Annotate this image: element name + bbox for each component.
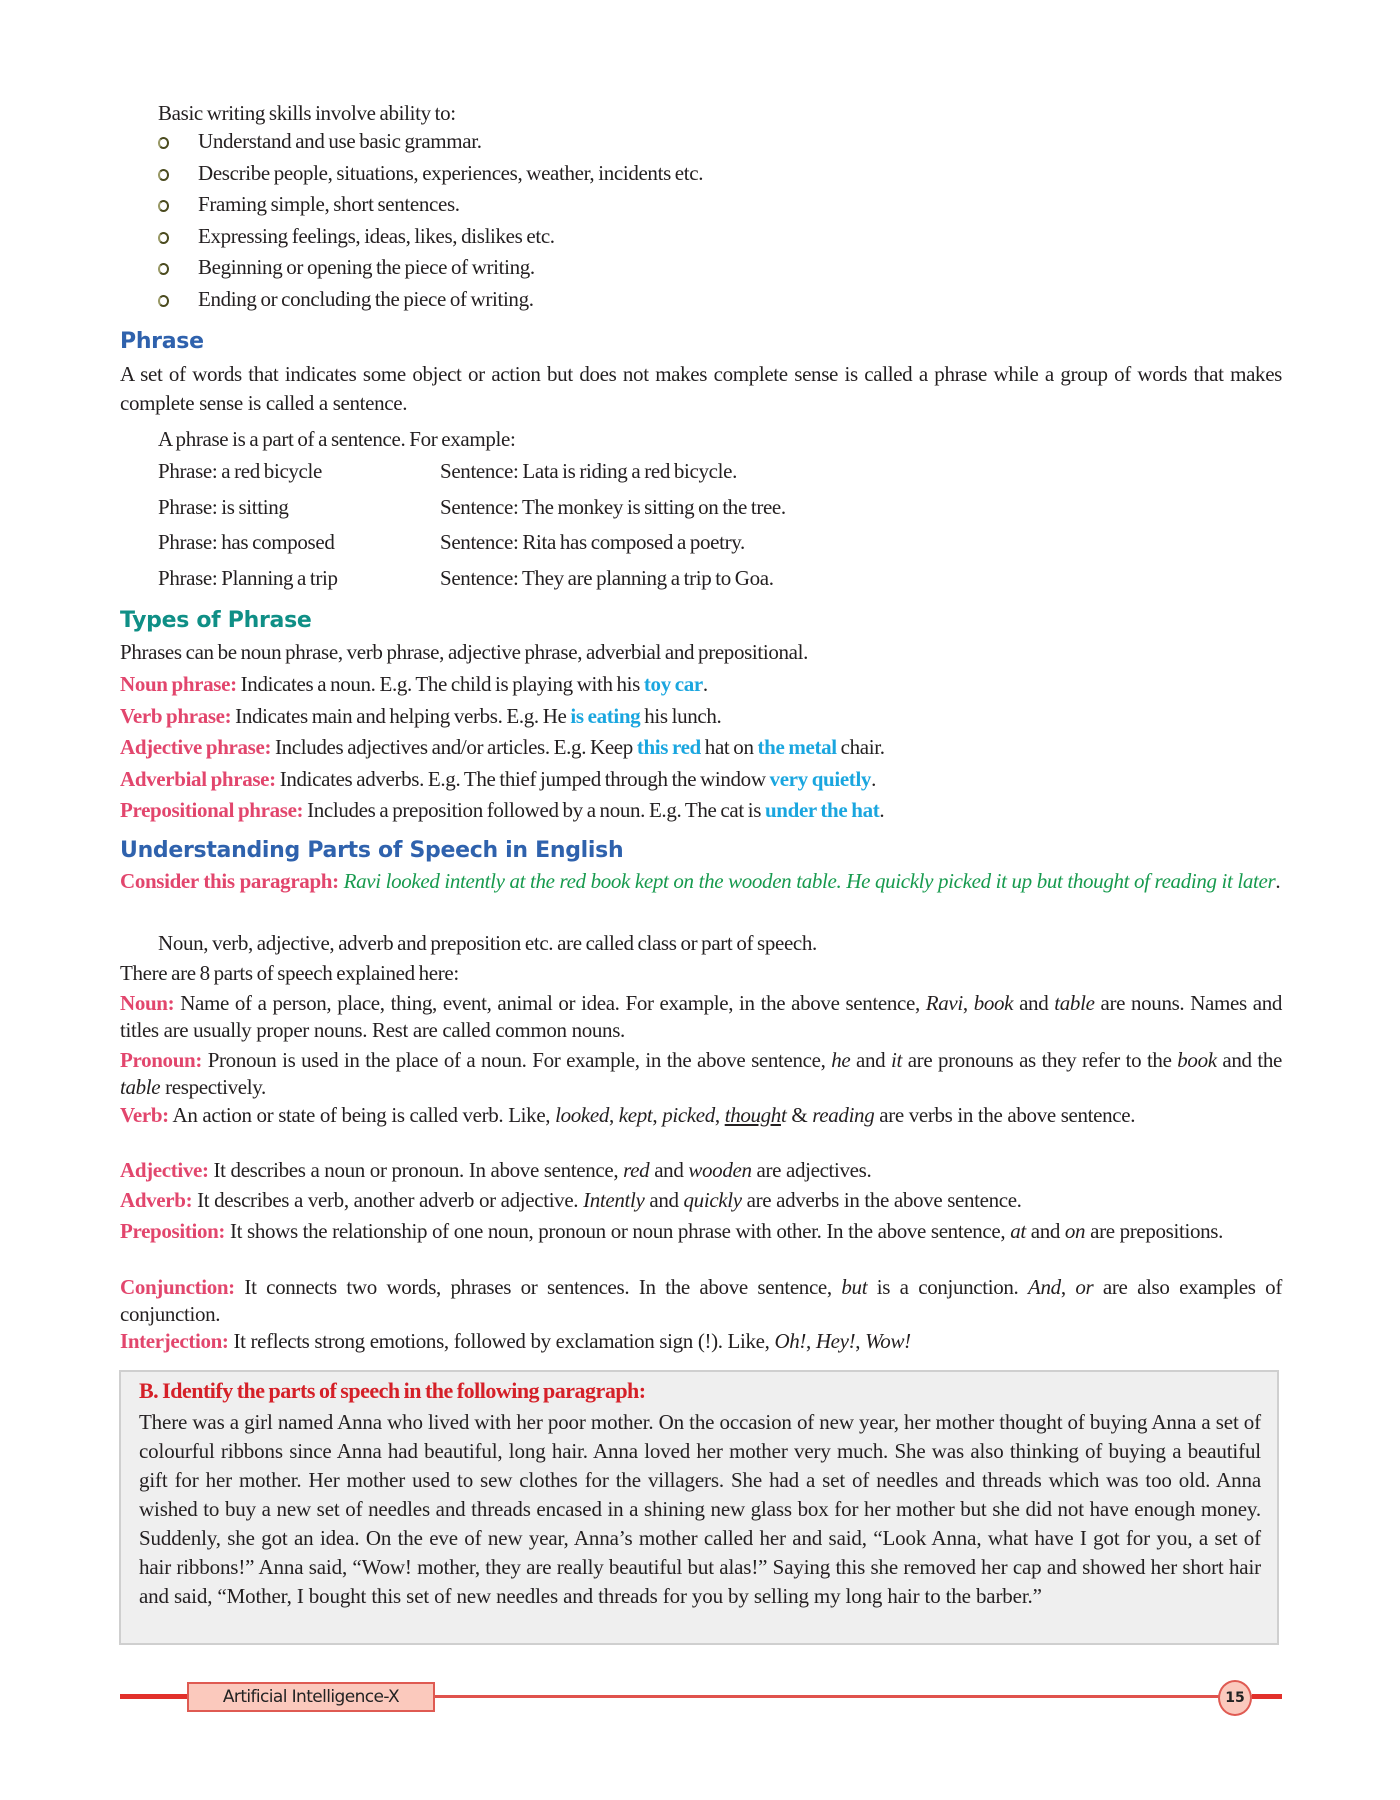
list-item-text: Expressing feelings, ideas, likes, dislikes etc. xyxy=(198,223,555,248)
term-label: Consider this paragraph: xyxy=(120,869,339,893)
text-segment: are verbs in the above sentence. xyxy=(874,1103,1136,1127)
highlighted-phrase: the metal xyxy=(757,735,837,759)
types-intro: Phrases can be noun phrase, verb phrase, adjective phrase, adverbial and prepositional. xyxy=(120,640,809,664)
page-number: 15 xyxy=(1218,1680,1252,1716)
text-segment: , xyxy=(608,1103,619,1127)
text-segment: Indicates a noun. E.g. The child is playing with his xyxy=(236,672,644,696)
text-segment: It connects two words, phrases or sentences. In the above sentence, xyxy=(234,1275,842,1299)
text-segment: It describes a noun or pronoun. In above sentence, xyxy=(208,1158,624,1182)
text-segment: he xyxy=(831,1048,851,1072)
part-of-speech-item xyxy=(120,1102,1282,1129)
pos-note: Noun, verb, adjective, adverb and preposition etc. are called class or part of speech. xyxy=(158,931,817,955)
text-segment: Wow! xyxy=(865,1329,911,1353)
term-label: Preposition: xyxy=(120,1219,226,1243)
text-segment: And xyxy=(1028,1275,1061,1299)
text-segment: quickly xyxy=(683,1188,742,1212)
text-segment: and xyxy=(850,1048,892,1072)
text-segment: , xyxy=(652,1103,663,1127)
text-segment: . xyxy=(702,672,708,696)
text-segment: Intently xyxy=(583,1188,645,1212)
text-segment: though xyxy=(724,1103,781,1127)
text-segment: Pronoun is used in the place of a noun. For example, in the above sentence, xyxy=(202,1048,832,1072)
text-segment: . xyxy=(871,766,876,791)
text-segment: red xyxy=(623,1158,650,1182)
text-segment: but xyxy=(841,1275,868,1299)
example-row xyxy=(158,565,774,591)
phrase-type-item xyxy=(120,732,1282,763)
text-segment: respectively. xyxy=(160,1075,266,1099)
term-label: Prepositional phrase: xyxy=(120,798,304,822)
example-phrase: Phrase: is sitting xyxy=(158,494,289,519)
text-segment: , xyxy=(855,1329,866,1353)
part-of-speech-item xyxy=(120,990,1282,1044)
text-segment: Indicates adverbs. E.g. The thief jumped through the window xyxy=(275,766,770,791)
text-segment: An action or state of being is called verb. Like, xyxy=(168,1103,556,1127)
term-label: Adverbial phrase: xyxy=(120,766,276,791)
text-segment: It reflects strong emotions, followed by exclamation sign (!). Like, xyxy=(228,1329,775,1353)
circle-bullet-icon xyxy=(158,137,169,149)
part-of-speech-item xyxy=(120,1218,1282,1245)
types-heading: Types of Phrase xyxy=(120,608,312,633)
text-segment: picked xyxy=(662,1103,715,1127)
text-segment: and xyxy=(1013,991,1055,1015)
intro-text: Basic writing skills involve ability to: xyxy=(158,101,456,125)
footer-book-title: Artificial Intelligence-X xyxy=(187,1682,435,1712)
text-segment: hat on xyxy=(700,735,758,759)
example-sentence: Sentence: Rita has composed a poetry. xyxy=(440,530,745,555)
text-segment: , xyxy=(1060,1275,1076,1299)
phrase-example-intro: A phrase is a part of a sentence. For example: xyxy=(158,427,516,451)
text-segment: t xyxy=(780,1103,787,1127)
part-of-speech-item xyxy=(120,1328,1282,1355)
term-label: Adjective: xyxy=(120,1158,209,1182)
example-sentence: Sentence: They are planning a trip to Goa. xyxy=(440,565,774,590)
circle-bullet-icon xyxy=(158,232,169,244)
text-segment: are pronouns as they refer to the xyxy=(902,1048,1178,1072)
text-segment: is a conjunction. xyxy=(867,1275,1029,1299)
part-of-speech-item xyxy=(120,1157,1282,1184)
highlighted-phrase: toy car xyxy=(643,672,703,696)
text-segment: It describes a verb, another adverb or adjective. xyxy=(192,1188,584,1212)
text-segment: Name of a person, place, thing, event, animal or idea. For example, in the above sentence, xyxy=(174,991,926,1015)
term-label: Verb phrase: xyxy=(120,703,232,728)
example-sentence: Sentence: The monkey is sitting on the tree. xyxy=(440,494,786,519)
text-segment: are prepositions. xyxy=(1085,1219,1223,1243)
list-item-text: Understand and use basic grammar. xyxy=(198,129,482,153)
exercise-paragraph: There was a girl named Anna who lived with her poor mother. On the occasion of new year, her mother thought of buying Anna a set of colourful ribbons since Anna had beautiful, long hair. Anna loved her mother very much. She was also thinking of buying a beautiful gift for her mother. Her mother used to sew clothes for the villagers. She had a set of needles and threads which was too old. Anna wished to buy a new set of needles and threads encased in a shining new glass box for her mother but she did not have enough money. Suddenly, she got an idea. On the eve of new year, Anna’s mother called her and said, “Look Anna, what have I got for you, a set of hair ribbons!” Anna said, “Wow! mother, they are really beautiful but alas!” Saying this she removed her cap and showed her short hair and said, “Mother, I bought this set of new needles and threads for you by selling my long hair to the barber.” xyxy=(139,1410,1261,1608)
term-label: Noun: xyxy=(120,991,175,1015)
text-segment: , xyxy=(714,1103,725,1127)
example-phrase: Phrase: has composed xyxy=(158,530,335,555)
term-label: Pronoun: xyxy=(120,1048,202,1072)
highlighted-phrase: this red xyxy=(636,735,701,759)
text-segment: or xyxy=(1075,1275,1094,1299)
text-segment: book xyxy=(973,991,1014,1015)
circle-bullet-icon xyxy=(158,263,169,275)
text-segment: , xyxy=(962,991,974,1015)
list-item-text: Framing simple, short sentences. xyxy=(198,192,460,217)
circle-bullet-icon xyxy=(158,169,169,181)
term-label: Noun phrase: xyxy=(120,672,237,696)
text-segment: and xyxy=(1025,1219,1065,1243)
text-segment: on xyxy=(1064,1219,1086,1243)
circle-bullet-icon xyxy=(158,200,169,212)
text-segment: wooden xyxy=(688,1158,752,1182)
text-segment: at xyxy=(1010,1219,1026,1243)
example-row xyxy=(158,494,786,520)
example-phrase: Phrase: a red bicycle xyxy=(158,459,322,483)
text-segment: . xyxy=(879,798,885,822)
part-of-speech-item xyxy=(120,1047,1282,1101)
text-segment: Ravi xyxy=(925,991,963,1015)
text-segment: are adjectives. xyxy=(751,1158,872,1182)
footer-rule-accent-right xyxy=(1252,1694,1282,1699)
text-segment: book xyxy=(1177,1048,1217,1072)
text-segment: Oh! xyxy=(774,1329,807,1353)
text-segment: kept xyxy=(618,1103,653,1127)
list-item-text: Beginning or opening the piece of writing. xyxy=(198,255,535,280)
text-segment: It shows the relationship of one noun, pronoun or noun phrase with other. In the above sentence, xyxy=(225,1219,1011,1243)
text-segment: are also examples of conjunction. xyxy=(120,1275,1282,1326)
example-sentence: Sentence: Lata is riding a red bicycle. xyxy=(440,459,737,483)
footer-rule-accent-left xyxy=(120,1694,190,1699)
phrase-definition: A set of words that indicates some object or action but does not makes complete sense is called a phrase while a group of words that makes complete sense is called a sentence. xyxy=(120,362,1282,415)
text-segment: and xyxy=(649,1158,689,1182)
text-segment: his lunch. xyxy=(640,703,722,728)
text-segment: table xyxy=(120,1075,161,1099)
highlighted-phrase: under the hat xyxy=(764,798,880,822)
exercise-box xyxy=(119,1370,1279,1645)
term-label: Conjunction: xyxy=(120,1275,235,1299)
text-segment: it xyxy=(891,1048,902,1072)
text-segment: , xyxy=(806,1329,816,1353)
circle-bullet-icon xyxy=(158,295,169,307)
list-item-text: Describe people, situations, experiences, weather, incidents etc. xyxy=(198,160,704,185)
text-segment: and xyxy=(644,1188,684,1212)
text-segment: looked xyxy=(555,1103,609,1127)
pos-intro: There are 8 parts of speech explained here: xyxy=(120,961,459,985)
term-label: Verb: xyxy=(120,1103,169,1127)
text-segment: are nouns. Names and titles are usually proper nouns. Rest are called common nouns. xyxy=(120,991,1283,1042)
phrase-type-item xyxy=(120,701,1282,732)
highlighted-phrase: is eating xyxy=(570,703,641,728)
text-segment: and the xyxy=(1216,1048,1282,1072)
highlighted-phrase: very quietly xyxy=(769,766,872,791)
phrase-type-item xyxy=(120,764,1282,795)
text-segment: Includes a preposition followed by a noun. E.g. The cat is xyxy=(303,798,765,822)
example-row xyxy=(158,459,737,484)
phrase-heading: Phrase xyxy=(120,329,204,354)
text-segment: Indicates main and helping verbs. E.g. He xyxy=(231,703,571,728)
example-phrase: Phrase: Planning a trip xyxy=(158,565,338,590)
example-row xyxy=(158,530,745,555)
text-segment: . xyxy=(1275,869,1281,893)
text-segment: are adverbs in the above sentence. xyxy=(741,1188,1022,1212)
pos-heading: Understanding Parts of Speech in English xyxy=(120,838,624,863)
exercise-heading: B. Identify the parts of speech in the following paragraph: xyxy=(139,1378,646,1403)
consider-paragraph xyxy=(120,868,1282,895)
part-of-speech-item xyxy=(120,1187,1282,1214)
phrase-type-item xyxy=(120,669,1282,700)
phrase-type-item xyxy=(120,795,1282,826)
text-segment: chair. xyxy=(836,735,885,759)
text-segment: Includes adjectives and/or articles. E.g. Keep xyxy=(271,735,637,759)
text-segment: Hey! xyxy=(815,1329,856,1353)
text-segment: table xyxy=(1054,991,1095,1015)
term-label: Interjection: xyxy=(120,1329,229,1353)
list-item-text: Ending or concluding the piece of writing. xyxy=(198,287,534,311)
text-segment: & xyxy=(786,1103,813,1127)
term-label: Adjective phrase: xyxy=(120,735,272,759)
text-segment: reading xyxy=(812,1103,875,1127)
term-label: Adverb: xyxy=(120,1188,193,1212)
example-sentence: Ravi looked intently at the red book kept on the wooden table. He quickly picked it up but thought of reading it later xyxy=(343,869,1276,893)
part-of-speech-item xyxy=(120,1274,1282,1328)
